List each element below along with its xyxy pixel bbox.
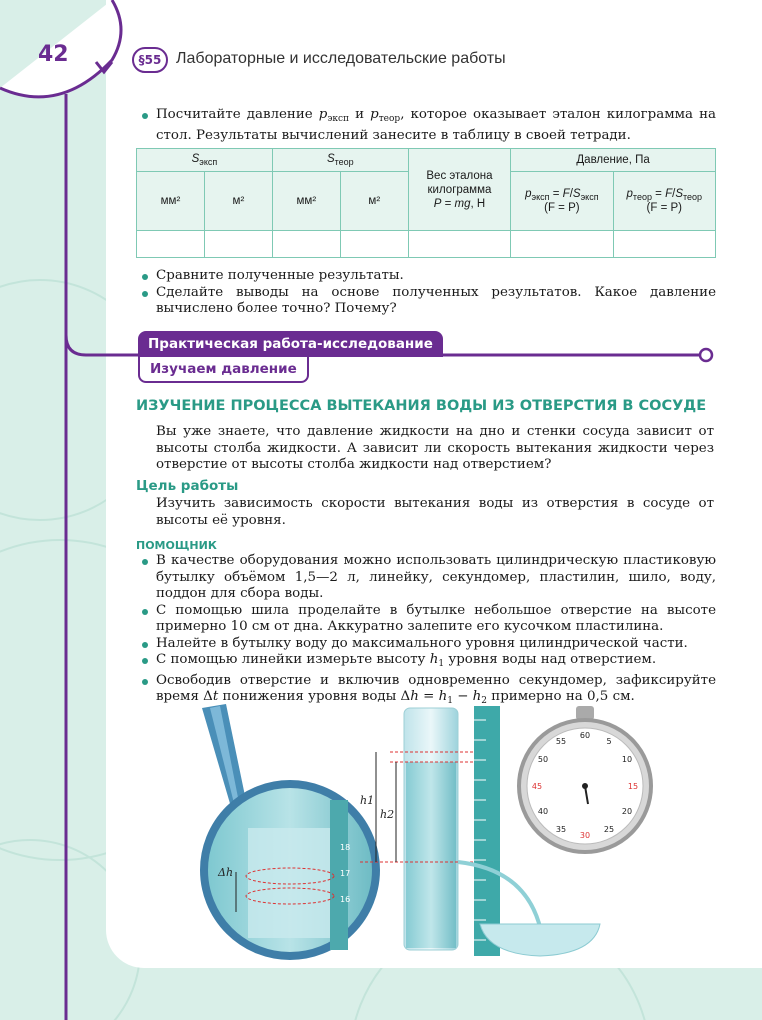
table-cell [408,231,510,258]
running-header: Лабораторные и исследовательские работы [176,50,506,67]
tab-practical-work: Практическая работа-исследование [138,331,443,357]
goal-text: Изучить зависимость скорости вытекания воды из отверстия в сосуде от высоты её уровня. [156,496,714,528]
unit-mm2: мм² [137,172,205,231]
stopwatch-mark: 50 [537,755,549,764]
list-item: Сделайте выводы на основе полученных результатов. Какое давление вычислено более точно? Почему? [140,285,716,318]
list-item: Налейте в бутылку воду до максимального уровня цилиндрической части. [140,636,716,653]
table-cell [272,231,340,258]
list-item: С помощью линейки измерьте высоту $h_1$ уровня воды над отверстием. [140,652,716,673]
list-item: Посчитайте давление $p_{эксп}$ и $p_{теор}$, которое оказывает эталон килограмма на стол. Результаты вычислений занесите в таблицу в своей тетради. [140,107,716,144]
table-cell [137,231,205,258]
cylinder-vessel [360,708,480,950]
unit-mm2: мм² [272,172,340,231]
section-title: ИЗУЧЕНИЕ ПРОЦЕССА ВЫТЕКАНИЯ ВОДЫ ИЗ ОТВЕРСТИЯ В СОСУДЕ [136,398,707,414]
formula-theor: $p_{теор} = F/S_{теор}$ (F = P) [613,172,715,231]
table-cell [613,231,715,258]
stopwatch-mark: 30 [579,831,591,840]
magnifier-icon [202,704,376,956]
header-s-theor: $S_{теор}$ [272,149,408,172]
goal-heading: Цель работы [136,478,239,494]
list-item: Освободив отверстие и включив одновременно секундомер, зафиксируйте время Δt понижения уровня воды $\Delta h = h_1 - h_2$ примерно на 0,5 см. [140,673,716,710]
helper-heading: ПОМОЩНИК [136,539,217,552]
stopwatch-mark: 15 [627,782,639,791]
header-pressure: Давление, Па [511,149,716,172]
paragraph-badge: §55 [132,47,168,73]
tab-subtitle: Изучаем давление [138,357,309,383]
intro-paragraph: Вы уже знаете, что давление жидкости на дно и стенки сосуда зависит от высоты столба жидкости. А зависит ли скорость вытекания жидкости через отверстие от высоты столба жидкости над отверстием? [156,424,714,472]
stopwatch-icon [519,706,651,852]
intro-bullet-list [140,107,716,144]
formula-exp: $p_{эксп} = F/S_{эксп}$ (F = P) [511,172,613,231]
stopwatch-mark: 35 [555,825,567,834]
ruler-mark: 17 [340,869,351,878]
stopwatch-mark: 45 [531,782,543,791]
stopwatch-mark: 10 [621,755,633,764]
stopwatch-mark: 25 [603,825,615,834]
unit-m2: м² [204,172,272,231]
list-item: С помощью шила проделайте в бутылке небольшое отверстие на высоте примерно 10 см от дна. Аккуратно залепите его кусочком пластилина. [140,603,716,636]
experiment-illustration [190,700,730,960]
table-cell [204,231,272,258]
h1-label: h1 [360,794,375,807]
delta-h-label: Δh [218,866,234,879]
list-item: Сравните полученные результаты. [140,268,716,285]
list-item: В качестве оборудования можно использовать цилиндрическую пластиковую бутылку объёмом 1,5—2 л, линейку, секундомер, пластилин, шило, воду, поддон для сбора воды. [140,553,716,603]
h2-label: h2 [380,808,395,821]
stopwatch-mark: 20 [621,807,633,816]
stopwatch-mark: 5 [606,737,612,746]
header-weight: Вес эталона килограмма P = mg, Н [408,149,510,231]
after-table-bullets [140,268,716,318]
ruler-icon [474,706,500,956]
stopwatch-mark: 60 [579,731,591,740]
page-number: 42 [38,42,69,67]
results-table [136,148,716,258]
ruler-mark: 18 [340,843,351,852]
header-s-exp: $S_{эксп}$ [137,149,273,172]
stopwatch-mark: 40 [537,807,549,816]
table-cell [340,231,408,258]
table-cell [511,231,613,258]
unit-m2: м² [340,172,408,231]
helper-list [140,553,716,710]
stopwatch-mark: 55 [555,737,567,746]
ruler-mark: 16 [340,895,351,904]
